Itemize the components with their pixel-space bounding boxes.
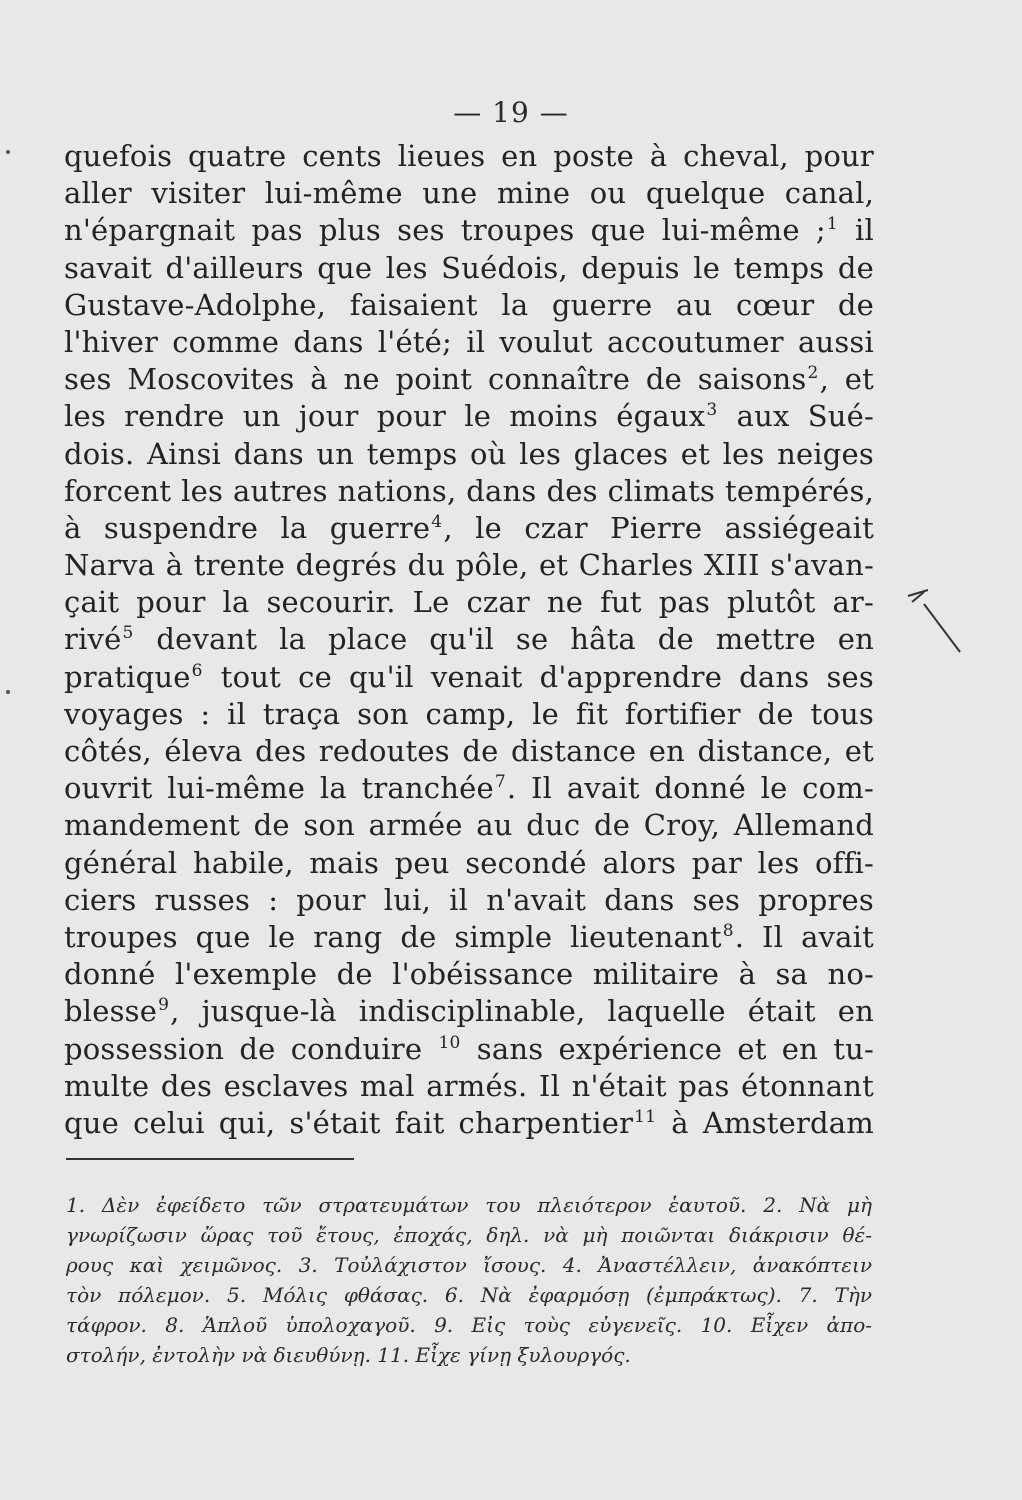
text-line: rivé$^5$ devant la place qu'il se hâta de mettre en xyxy=(64,622,874,657)
margin-speck xyxy=(6,150,10,154)
text-line: côtés, éleva des redoutes de distance en distance, et xyxy=(64,734,874,768)
text-line: blesse$^9$, jusque-là indisciplinable, laquelle était en xyxy=(64,994,874,1029)
text-line: que celui qui, s'était fait charpentier$^{11}$ à Amsterdam xyxy=(64,1105,874,1140)
footnote-line: ρους καὶ χειμῶνος. 3. Τοὐλάχιστον ἴσους. 4. Ἀναστέλλειν, ἀνακόπτειν xyxy=(66,1253,872,1277)
footnote-ref: 11 xyxy=(634,1106,657,1127)
text-line: ciers russes : pour lui, il n'avait dans ses propres xyxy=(64,882,874,917)
page-number: — 19 — xyxy=(453,96,569,129)
footnote-line: τὸν πόλεμον. 5. Μόλις φθάσας. 6. Νὰ ἐφαρμόσῃ (ἐμπράκτως). 7. Τὴν xyxy=(66,1283,872,1307)
text-line: multe des esclaves mal armés. Il n'était pas étonnant xyxy=(64,1068,874,1103)
footnote-ref: 2 xyxy=(807,363,819,384)
footnote-line: στολήν, ἐντολὴν νὰ διευθύνῃ. 11. Εἶχε γίνῃ ξυλουργός. xyxy=(66,1343,631,1367)
text-line: ses Moscovites à ne point connaître de saisons$^2$, et xyxy=(64,362,874,397)
pencil-stroke-icon xyxy=(888,580,978,660)
footnote-ref: 6 xyxy=(191,660,203,681)
handwritten-margin-mark xyxy=(888,580,978,660)
footnote-ref: 1 xyxy=(826,214,838,235)
footnote-ref: 5 xyxy=(122,623,134,644)
text-line: çait pour la secourir. Le czar ne fut pas plutôt ar- xyxy=(64,585,874,620)
footnote-line: γνωρίζωσιν ὥρας τοῦ ἔτους, ἐποχάς, δηλ. νὰ μὴ ποιῶνται διάκρισιν θέ- xyxy=(66,1223,872,1247)
footnote-ref: 9 xyxy=(158,995,170,1016)
main-text xyxy=(64,138,874,1142)
text-line: l'hiver comme dans l'été; il voulut accoutumer aussi xyxy=(64,324,874,359)
text-line: troupes que le rang de simple lieutenant$^8$. Il avait xyxy=(64,919,874,954)
footnote-line: τάφρον. 8. Ἁπλοῦ ὑπολοχαγοῦ. 9. Εἰς τοὺς εὐγενεῖς. 10. Εἶχεν ἀπο- xyxy=(66,1313,872,1337)
text-line: voyages : il traça son camp, le fit fortifier de tous xyxy=(64,696,874,731)
margin-speck xyxy=(6,690,10,694)
text-line: ouvrit lui-même la tranchée$^7$. Il avait donné le com- xyxy=(64,771,874,806)
footnote-ref: 10 xyxy=(438,1032,461,1053)
text-line: mandement de son armée au duc de Croy, Allemand xyxy=(64,808,874,843)
footnotes xyxy=(66,1190,872,1370)
footnote-ref: 7 xyxy=(494,772,506,793)
text-line: aller visiter lui-même une mine ou quelque canal, xyxy=(64,176,874,211)
footnote-line: 1. Δὲν ἐφείδετο τῶν στρατευμάτων του πλειότερον ἑαυτοῦ. 2. Νὰ μὴ xyxy=(66,1193,872,1217)
text-line: possession de conduire $^{10}$ sans expérience et en tu- xyxy=(64,1031,875,1066)
text-line: savait d'ailleurs que les Suédois, depuis le temps de xyxy=(64,250,874,285)
footnote-separator xyxy=(66,1158,354,1160)
text-line: Narva à trente degrés du pôle, et Charles XIII s'avan- xyxy=(64,548,874,583)
footnote-ref: 3 xyxy=(706,400,718,421)
text-line: les rendre un jour pour le moins égaux$^3$ aux Sué- xyxy=(64,399,874,434)
text-line: pratique$^6$ tout ce qu'il venait d'apprendre dans ses xyxy=(64,659,875,694)
text-line: à suspendre la guerre$^4$, le czar Pierre assiégeait xyxy=(64,510,875,545)
text-line: général habile, mais peu secondé alors par les offi- xyxy=(64,845,874,880)
text-line: dois. Ainsi dans un temps où les glaces et les neiges xyxy=(64,436,874,471)
footnote-ref: 8 xyxy=(722,920,734,941)
text-line: forcent les autres nations, dans des climats tempérés, xyxy=(64,473,874,508)
text-line: quefois quatre cents lieues en poste à cheval, pour xyxy=(64,139,874,173)
text-line: n'épargnait pas plus ses troupes que lui-même ;$^1$ il xyxy=(64,213,874,248)
footnote-ref: 4 xyxy=(431,511,443,532)
text-line: Gustave-Adolphe, faisaient la guerre au cœur de xyxy=(64,287,874,322)
text-line: donné l'exemple de l'obéissance militaire à sa no- xyxy=(64,957,874,992)
